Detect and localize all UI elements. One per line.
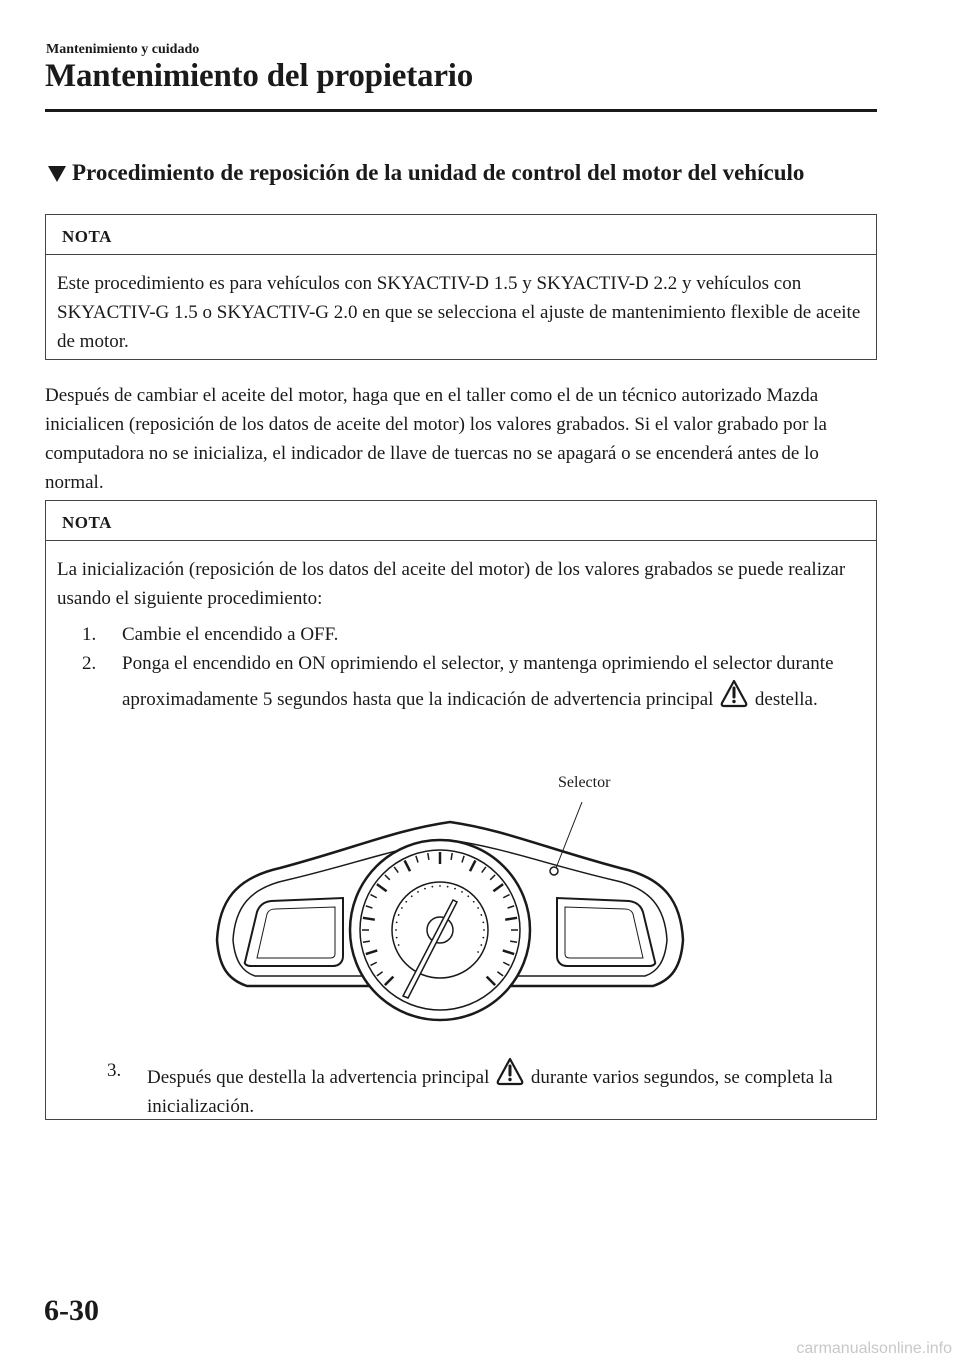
- gauge-inner-dot: [477, 907, 479, 909]
- selector-knob: [550, 867, 558, 875]
- watermark: carmanualsonline.info: [796, 1340, 952, 1357]
- section-heading: [48, 160, 804, 186]
- step-text: Ponga el encendido en ON oprimiendo el selector, y mantenga oprimiendo el selector durante aproximadamente 5 segundos hasta que la indicación de advertencia principal: [122, 653, 834, 710]
- gauge-inner-dot: [480, 914, 482, 916]
- step-text: Después que destella la advertencia principal: [147, 1067, 490, 1088]
- step-item: [82, 620, 864, 649]
- gauge-inner-dot: [439, 885, 441, 887]
- gauge-inner-dot: [401, 907, 403, 909]
- gauge-inner-dot: [396, 921, 398, 923]
- gauge-inner-dot: [396, 937, 398, 939]
- gauge-inner-dot: [473, 901, 475, 903]
- gauge-inner-dot: [477, 951, 479, 953]
- gauge-inner-dot: [483, 929, 485, 931]
- gauge-inner-dot: [417, 891, 419, 893]
- gauge-inner-dot: [480, 944, 482, 946]
- step-text-end: durante varios segundos, se completa la inicialización.: [147, 1067, 833, 1117]
- body-paragraph: Después de cambiar el aceite del motor, haga que en el taller como el de un técnico autorizado Mazda inicialicen (reposición de los datos de aceite del motor) los valores grabados. Si el valor grabado por la computadora no se inicializa, el indicador de llave de tuercas no se apagará o se encenderá antes de lo normal.: [45, 385, 827, 493]
- page-title: Mantenimiento del propietario: [45, 58, 474, 94]
- note-label: NOTA: [46, 501, 876, 541]
- note-label: NOTA: [46, 215, 876, 255]
- gauge-inner-dot: [398, 944, 400, 946]
- instrument-cluster-illustration: [205, 790, 695, 1040]
- step-list: [82, 620, 864, 714]
- step-number: 1.: [82, 624, 97, 645]
- chapter-title: Mantenimiento y cuidado: [46, 42, 200, 57]
- warning-triangle-icon: [720, 678, 748, 708]
- gauge-inner-dot: [431, 886, 433, 888]
- page-number: 6-30: [44, 1294, 99, 1327]
- gauge-inner-dot: [467, 895, 469, 897]
- gauge-inner-dot: [405, 901, 407, 903]
- gauge-inner-dot: [482, 921, 484, 923]
- note-box: [45, 214, 877, 360]
- note-intro-text: La inicialización (reposición de los datos del aceite del motor) de los valores grabados se puede realizar usando el siguiente procedimiento:: [57, 559, 846, 609]
- title-rule: [45, 109, 877, 112]
- step-item: [107, 1056, 897, 1121]
- gauge-inner-dot: [395, 929, 397, 931]
- selector-callout-label: Selector: [558, 774, 611, 791]
- note-intro: [46, 541, 876, 714]
- gauge-inner-dot: [454, 888, 456, 890]
- section-heading-text: Procedimiento de reposición de la unidad de control del motor del vehículo: [72, 160, 805, 185]
- step-item: [82, 649, 864, 714]
- callout-leader-line: [556, 802, 582, 868]
- step-number: 2.: [82, 653, 97, 674]
- gauge-inner-dot: [398, 914, 400, 916]
- step-text-wrap: [122, 649, 864, 714]
- gauge-inner-dot: [482, 937, 484, 939]
- step-text: Cambie el encendido a OFF.: [122, 624, 339, 645]
- step-text-wrap: [147, 1056, 897, 1121]
- gauge-inner-dot: [447, 886, 449, 888]
- gauge-inner-dot: [461, 891, 463, 893]
- step-list-continued: [107, 1056, 897, 1121]
- gauge-inner-dot: [411, 895, 413, 897]
- down-triangle-icon: [48, 166, 66, 182]
- step-number: 3.: [107, 1060, 122, 1081]
- step-text-end: destella.: [754, 689, 818, 710]
- warning-triangle-icon: [496, 1056, 524, 1086]
- gauge-inner-dot: [424, 888, 426, 890]
- note-text: Este procedimiento es para vehículos con SKYACTIV-D 1.5 y SKYACTIV-D 2.2 y vehículos con SKYACTIV-G 1.5 o SKYACTIV-G 2.0 en que se selecciona el ajuste de mantenimiento flexible de aceite de motor.: [57, 273, 861, 352]
